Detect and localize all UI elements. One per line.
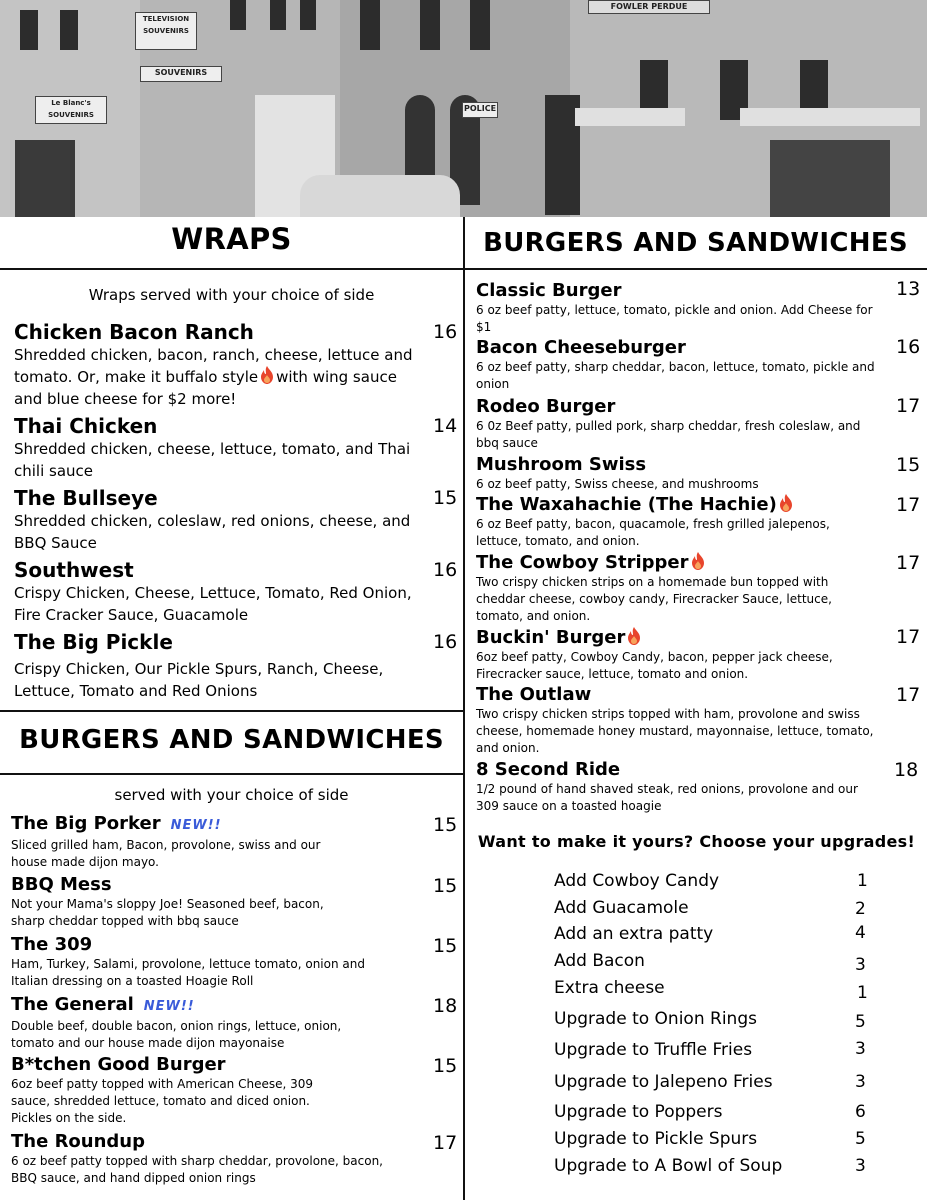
wrap-item-name: The Bullseye — [14, 486, 158, 510]
burger-item-price: 16 — [896, 336, 921, 358]
burger-item-price: 15 — [433, 814, 458, 836]
fire-icon — [627, 627, 641, 645]
burger-item-price: 15 — [433, 1055, 458, 1077]
wrap-item-price: 14 — [433, 415, 458, 437]
wrap-item — [14, 414, 414, 482]
burger-item-desc: Sliced grilled ham, Bacon, provolone, swiss and our house made dijon mayo. — [11, 838, 321, 869]
wrap-item — [14, 320, 414, 410]
wrap-item-desc-cont: with wing sauce and blue cheese for $2 more! — [14, 368, 397, 408]
upgrade-label: Upgrade to Truffle Fries — [554, 1040, 753, 1060]
burger-item — [11, 934, 366, 990]
upgrade-label: Add Bacon — [554, 951, 645, 971]
burger-item-price: 15 — [433, 875, 458, 897]
upgrade-price: 5 — [855, 1129, 866, 1149]
burger-item-desc: Ham, Turkey, Salami, provolone, lettuce tomato, onion and Italian dressing on a toasted Hoagie Roll — [11, 957, 365, 988]
burger-item-desc: 6 oz beef patty topped with sharp cheddar, provolone, bacon, BBQ sauce, and hand dipped onion rings — [11, 1154, 383, 1185]
upgrade-price: 3 — [855, 1039, 866, 1059]
wrap-item-desc: Shredded chicken, coleslaw, red onions, cheese, and BBQ Sauce — [14, 512, 411, 552]
upgrade-label: Upgrade to Poppers — [554, 1102, 723, 1122]
upgrade-label: Add an extra patty — [554, 924, 714, 944]
burger-item — [11, 1131, 411, 1187]
burger-item-price: 13 — [896, 278, 921, 300]
burger-item-name: Mushroom Swiss — [476, 454, 647, 475]
wrap-item-desc: Crispy Chicken, Cheese, Lettuce, Tomato, Red Onion, Fire Cracker Sauce, Guacamole — [14, 584, 412, 624]
burgers-left-title-rule — [0, 773, 464, 775]
photo-sign-souvenirs: SOUVENIRS — [140, 66, 222, 82]
wrap-item-name: Southwest — [14, 558, 134, 582]
burger-item-price: 15 — [433, 935, 458, 957]
wrap-item-name: The Big Pickle — [14, 630, 173, 654]
upgrade-label: Add Cowboy Candy — [554, 871, 720, 891]
wrap-item-price: 16 — [433, 559, 458, 581]
upgrade-label: Add Guacamole — [554, 898, 689, 918]
photo-sign-leblancs: Le Blanc's SOUVENIRS — [35, 96, 107, 124]
upgrades-title: Want to make it yours? Choose your upgrades! — [477, 832, 916, 851]
burger-item-desc: Not your Mama's sloppy Joe! Seasoned beef, bacon, sharp cheddar topped with bbq sauce — [11, 897, 324, 928]
upgrade-label: Upgrade to A Bowl of Soup — [554, 1156, 783, 1176]
burger-item-name: The Roundup — [11, 1131, 146, 1152]
burger-item-desc: Double beef, double bacon, onion rings, lettuce, onion, tomato and our house made dijon mayonaise — [11, 1019, 342, 1050]
new-badge: NEW!! — [143, 999, 195, 1014]
burger-item-name: B*tchen Good Burger — [11, 1054, 226, 1075]
wrap-item-desc: Shredded chicken, bacon, ranch, cheese, lettuce and tomato. Or, make it buffalo style — [14, 346, 413, 386]
burger-item-desc: 6oz beef patty topped with American Cheese, 309 sauce, shredded lettuce, tomato and diced onion. Pickles on the side. — [11, 1077, 314, 1125]
burger-item-name: The Cowboy Stripper — [476, 552, 689, 573]
burger-item — [476, 280, 876, 336]
burgers-left-top-rule — [0, 710, 464, 712]
upgrade-price: 2 — [855, 899, 866, 919]
burger-item — [476, 454, 876, 493]
wrap-item-price: 16 — [433, 631, 458, 653]
upgrade-price: 4 — [855, 923, 866, 943]
burger-item-name: The Outlaw — [476, 684, 592, 705]
burger-item-desc: Two crispy chicken strips topped with ham, provolone and swiss cheese, homemade honey mustard, mayonnaise, lettuce, tomato, and onion. — [476, 707, 874, 755]
burger-item-desc: 6 oz beef patty, Swiss cheese, and mushrooms — [476, 477, 759, 491]
upgrade-price: 1 — [857, 871, 868, 891]
column-divider — [463, 217, 465, 1200]
burger-item — [476, 759, 876, 815]
burger-item-name: The Waxahachie (The Hachie) — [476, 494, 777, 515]
fire-icon — [691, 552, 705, 570]
upgrade-price: 1 — [857, 983, 868, 1003]
burger-item — [11, 813, 351, 871]
wraps-title: WRAPS — [171, 222, 292, 256]
wrap-item-price: 15 — [433, 487, 458, 509]
wrap-item-desc: Crispy Chicken, Our Pickle Spurs, Ranch, Cheese, Lettuce, Tomato and Red Onions — [14, 660, 384, 700]
burger-item-price: 15 — [896, 454, 921, 476]
burger-item-name: The Big Porker — [11, 813, 161, 834]
wrap-item — [14, 486, 414, 554]
burger-item-name: Buckin' Burger — [476, 627, 626, 648]
wrap-item — [14, 558, 414, 626]
upgrade-price: 5 — [855, 1012, 866, 1032]
wrap-item — [14, 630, 414, 702]
burger-item-name: Bacon Cheeseburger — [476, 337, 686, 358]
upgrade-price: 3 — [855, 1072, 866, 1092]
header-photo — [0, 0, 927, 217]
upgrade-price: 3 — [855, 1156, 866, 1176]
burgers-left-title: BURGERS AND SANDWICHES — [19, 725, 444, 755]
burger-item-name: BBQ Mess — [11, 874, 112, 895]
burger-item-desc: 6 0z Beef patty, pulled pork, sharp cheddar, fresh coleslaw, and bbq sauce — [476, 419, 861, 450]
burger-item — [11, 874, 351, 930]
burger-item-price: 17 — [896, 494, 921, 516]
upgrade-label: Extra cheese — [554, 978, 665, 998]
burger-item-desc: 6oz beef patty, Cowboy Candy, bacon, pepper jack cheese, Firecracker sauce, lettuce, tomato and onion. — [476, 650, 833, 681]
upgrade-label: Upgrade to Pickle Spurs — [554, 1129, 758, 1149]
wraps-note: Wraps served with your choice of side — [88, 286, 375, 304]
upgrade-label: Upgrade to Onion Rings — [554, 1009, 757, 1029]
burger-item — [476, 552, 876, 625]
upgrade-price: 6 — [855, 1102, 866, 1122]
burger-item-desc: 6 oz Beef patty, bacon, quacamole, fresh grilled jalepenos, lettuce, tomato, and onion. — [476, 517, 830, 548]
burger-item — [11, 994, 366, 1052]
burger-item — [476, 627, 876, 683]
photo-sign-television: TELEVISION SOUVENIRS — [135, 12, 197, 50]
burger-item — [476, 494, 876, 550]
wrap-item-name: Chicken Bacon Ranch — [14, 320, 254, 344]
burger-item-desc: Two crispy chicken strips on a homemade bun topped with cheddar cheese, cowboy candy, Firecracker Sauce, lettuce, tomato, and onion. — [476, 575, 832, 623]
burger-item — [476, 684, 876, 757]
burger-item-price: 17 — [896, 684, 921, 706]
burger-item-price: 17 — [433, 1132, 458, 1154]
new-badge: NEW!! — [170, 818, 222, 833]
upgrade-price: 3 — [855, 955, 866, 975]
burger-item-name: The 309 — [11, 934, 93, 955]
burger-item-price: 17 — [896, 395, 921, 417]
burger-item-name: The General — [11, 994, 134, 1015]
photo-sign-police: POLICE — [462, 102, 498, 118]
burgers-right-title: BURGERS AND SANDWICHES — [483, 228, 908, 258]
burger-item-desc: 6 oz beef patty, sharp cheddar, bacon, lettuce, tomato, pickle and onion — [476, 360, 875, 391]
burger-item-desc: 1/2 pound of hand shaved steak, red onions, provolone and our 309 sauce on a toasted hoagie — [476, 782, 858, 813]
burger-item — [11, 1054, 341, 1127]
wraps-title-rule — [0, 268, 464, 270]
burger-item-name: 8 Second Ride — [476, 759, 621, 780]
burgers-left-note: served with your choice of side — [114, 786, 349, 804]
burger-item-name: Classic Burger — [476, 280, 622, 301]
burger-item — [476, 396, 876, 452]
burgers-right-title-rule — [464, 268, 927, 270]
burger-item-desc: 6 oz beef patty, lettuce, tomato, pickle and onion. Add Cheese for $1 — [476, 303, 873, 334]
upgrade-label: Upgrade to Jalepeno Fries — [554, 1072, 773, 1092]
burger-item-price: 17 — [896, 626, 921, 648]
burger-item-price: 17 — [896, 552, 921, 574]
wrap-item-name: Thai Chicken — [14, 414, 158, 438]
burger-item-price: 18 — [433, 995, 458, 1017]
photo-sign-fowler: FOWLER PERDUE — [588, 0, 710, 14]
fire-icon — [260, 366, 274, 384]
burger-item — [476, 337, 876, 393]
burger-item-name: Rodeo Burger — [476, 396, 616, 417]
burger-item-price: 18 — [894, 759, 919, 781]
wrap-item-price: 16 — [433, 321, 458, 343]
fire-icon — [779, 494, 793, 512]
wrap-item-desc: Shredded chicken, cheese, lettuce, tomato, and Thai chili sauce — [14, 440, 411, 480]
